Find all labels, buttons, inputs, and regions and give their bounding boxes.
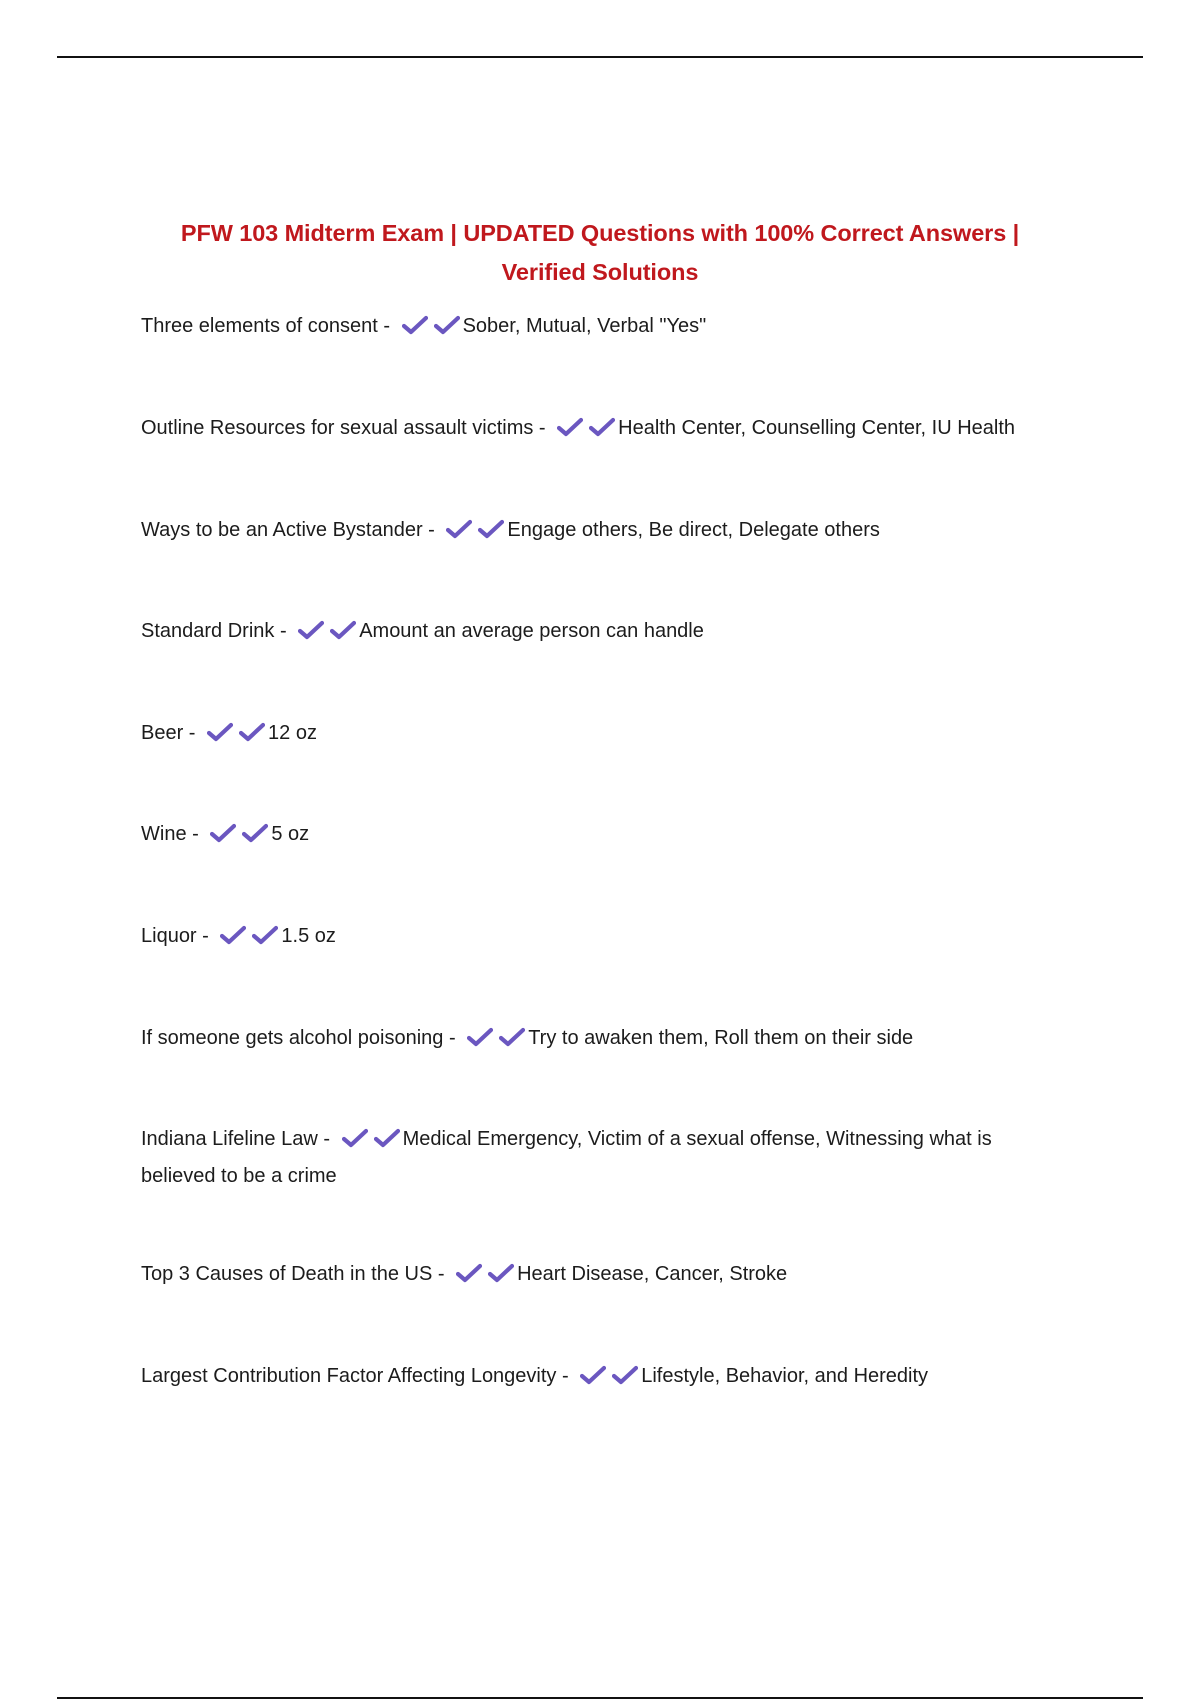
qa-item: [141, 614, 1071, 651]
answer-checkmarks: [298, 617, 356, 651]
question-text: If someone gets alcohol poisoning: [141, 1027, 444, 1049]
title-line-1: PFW 103 Midterm Exam | UPDATED Questions with 100% Correct Answers |: [180, 220, 1020, 246]
answer-checkmarks: [207, 719, 265, 753]
qa-item: [141, 1021, 1071, 1058]
checkmark-icon: [446, 519, 472, 539]
checkmark-icon: [467, 1027, 493, 1047]
answer-checkmarks: [456, 1260, 514, 1294]
checkmark-icon: [330, 620, 356, 640]
question-text: Outline Resources for sexual assault victims: [141, 417, 534, 439]
qa-item: [141, 1359, 1071, 1396]
answer-checkmarks: [446, 516, 504, 550]
answer-text: Lifestyle, Behavior, and Heredity: [641, 1365, 929, 1387]
checkmark-icon: [374, 1128, 400, 1148]
question-text: Three elements of consent: [141, 315, 378, 337]
qa-item: [141, 309, 1071, 346]
answer-checkmarks: [220, 922, 278, 956]
top-rule: [57, 56, 1143, 58]
qa-item: [141, 716, 1071, 753]
checkmark-icon: [456, 1263, 482, 1283]
question-text: Liquor: [141, 925, 197, 947]
checkmark-icon: [252, 925, 278, 945]
checkmark-icon: [580, 1365, 606, 1385]
answer-text: 5 oz: [271, 823, 310, 845]
answer-text: Engage others, Be direct, Delegate others: [507, 519, 880, 541]
checkmark-icon: [434, 315, 460, 335]
checkmark-icon: [488, 1263, 514, 1283]
question-text: Beer: [141, 722, 184, 744]
qa-item: [141, 1257, 1071, 1294]
question-text: Top 3 Causes of Death in the US: [141, 1263, 433, 1285]
qa-item: [141, 1122, 1071, 1193]
answer-checkmarks: [402, 312, 460, 346]
qa-item: [141, 817, 1071, 854]
answer-checkmarks: [557, 414, 615, 448]
answer-text: Try to awaken them, Roll them on their side: [528, 1027, 914, 1049]
answer-text: Medical Emergency, Victim of a sexual offense, Witnessing what is believed to be a crime: [141, 1128, 992, 1187]
page-title: [140, 214, 1060, 292]
question-text: Largest Contribution Factor Affecting Longevity: [141, 1365, 557, 1387]
answer-text: Sober, Mutual, Verbal "Yes": [462, 315, 707, 337]
answer-text: 12 oz: [268, 722, 317, 744]
checkmark-icon: [478, 519, 504, 539]
answer-text: Amount an average person can handle: [359, 620, 704, 642]
checkmark-icon: [207, 722, 233, 742]
checkmark-icon: [612, 1365, 638, 1385]
answer-checkmarks: [580, 1362, 638, 1396]
question-separator: -: [196, 925, 215, 947]
question-text: Standard Drink: [141, 620, 275, 642]
checkmark-icon: [557, 417, 583, 437]
checkmark-icon: [298, 620, 324, 640]
question-separator: -: [556, 1365, 575, 1387]
question-separator: -: [186, 823, 205, 845]
answer-text: 1.5 oz: [281, 925, 336, 947]
checkmark-icon: [499, 1027, 525, 1047]
bottom-rule: [57, 1697, 1143, 1699]
qa-item: [141, 919, 1071, 956]
checkmark-icon: [239, 722, 265, 742]
question-separator: -: [183, 722, 202, 744]
question-separator: -: [443, 1027, 462, 1049]
answer-checkmarks: [342, 1125, 400, 1159]
question-text: Indiana Lifeline Law: [141, 1128, 318, 1150]
qa-item: [141, 411, 1071, 448]
checkmark-icon: [220, 925, 246, 945]
answer-checkmarks: [467, 1024, 525, 1058]
answer-checkmarks: [210, 820, 268, 854]
checkmark-icon: [402, 315, 428, 335]
question-separator: -: [422, 519, 441, 541]
question-separator: -: [432, 1263, 451, 1285]
answer-text: Heart Disease, Cancer, Stroke: [517, 1263, 788, 1285]
checkmark-icon: [210, 823, 236, 843]
question-separator: -: [377, 315, 396, 337]
qa-item: [141, 513, 1071, 550]
question-text: Wine: [141, 823, 187, 845]
question-separator: -: [533, 417, 552, 439]
title-line-2: Verified Solutions: [501, 259, 699, 285]
checkmark-icon: [589, 417, 615, 437]
question-separator: -: [274, 620, 293, 642]
question-text: Ways to be an Active Bystander: [141, 519, 423, 541]
question-separator: -: [317, 1128, 336, 1150]
checkmark-icon: [242, 823, 268, 843]
checkmark-icon: [342, 1128, 368, 1148]
answer-text: Health Center, Counselling Center, IU Health: [618, 417, 1016, 439]
